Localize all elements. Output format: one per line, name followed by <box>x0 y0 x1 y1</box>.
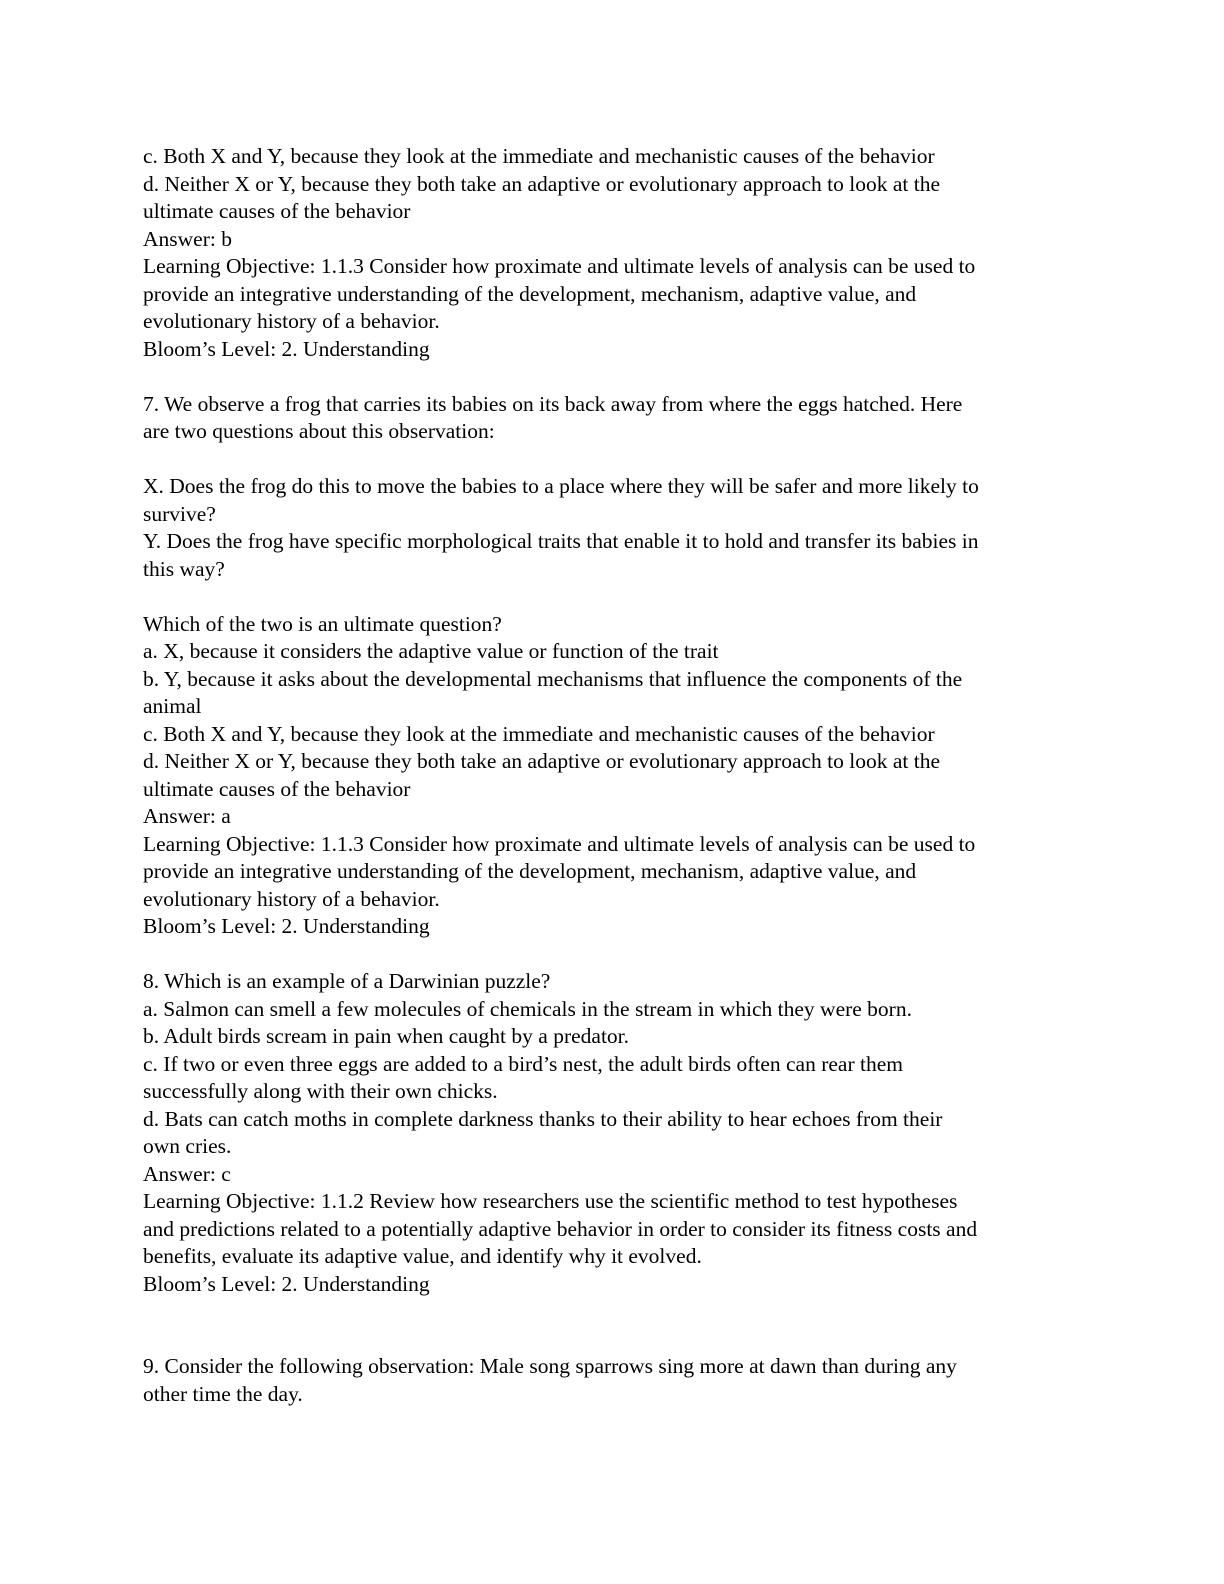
q7-learning-objective-cont: provide an integrative understanding of the development, mechanism, adaptive value, and <box>143 859 917 883</box>
q7-option-c: c. Both X and Y, because they look at the immediate and mechanistic causes of the behavior <box>143 721 935 746</box>
q7-learning-objective-cont: evolutionary history of a behavior. <box>143 886 440 911</box>
q7-learning-objective: Learning Objective: 1.1.3 Consider how proximate and ultimate levels of analysis can be used to <box>143 831 976 856</box>
q7-question-y-cont: this way? <box>143 556 225 581</box>
q7-prompt: Which of the two is an ultimate question? <box>143 611 502 636</box>
q8-option-d: d. Bats can catch moths in complete darkness thanks to their ability to hear echoes from their <box>143 1106 943 1131</box>
q7-option-b-cont: animal <box>143 694 202 718</box>
q6-option-c: c. Both X and Y, because they look at the immediate and mechanistic causes of the behavior <box>143 144 935 168</box>
q8-learning-objective-cont: benefits, evaluate its adaptive value, and identify why it evolved. <box>143 1244 702 1268</box>
q8-learning-objective: Learning Objective: 1.1.2 Review how researchers use the scientific method to test hypotheses <box>143 1189 958 1213</box>
q8-blooms-level: Bloom’s Level: 2. Understanding <box>143 1271 430 1296</box>
q8-answer: Answer: c <box>143 1161 231 1186</box>
q8-option-c-cont: successfully along with their own chicks. <box>143 1079 498 1103</box>
q9-stem-cont: other time the day. <box>143 1381 303 1406</box>
document-page <box>143 143 1078 1408</box>
q7-question-y: Y. Does the frog have specific morphological traits that enable it to hold and transfer its babies in <box>143 529 979 553</box>
q7-option-a: a. X, because it considers the adaptive value or function of the trait <box>143 639 719 663</box>
q6-blooms-level: Bloom’s Level: 2. Understanding <box>143 336 430 361</box>
q7-answer: Answer: a <box>143 804 231 828</box>
blank-lines <box>143 1298 1078 1353</box>
q6-answer: Answer: b <box>143 226 232 251</box>
q7-stem: 7. We observe a frog that carries its babies on its back away from where the eggs hatched. Here <box>143 391 963 416</box>
q7-question-x-cont: survive? <box>143 501 216 526</box>
blank-line <box>143 941 1078 969</box>
q7-option-d-cont: ultimate causes of the behavior <box>143 776 411 801</box>
q7-question-x: X. Does the frog do this to move the babies to a place where they will be safer and more likely to <box>143 474 979 498</box>
q8-option-d-cont: own cries. <box>143 1134 232 1158</box>
q6-option-d-cont: ultimate causes of the behavior <box>143 199 411 223</box>
q8-learning-objective-cont: and predictions related to a potentially adaptive behavior in order to consider its fitness costs and <box>143 1216 978 1241</box>
q6-learning-objective-cont: evolutionary history of a behavior. <box>143 309 440 333</box>
q7-option-b: b. Y, because it asks about the developmental mechanisms that influence the components of the <box>143 666 963 691</box>
q7-blooms-level: Bloom’s Level: 2. Understanding <box>143 914 430 938</box>
q7-option-d: d. Neither X or Y, because they both take an adaptive or evolutionary approach to look at the <box>143 749 941 773</box>
q6-option-d: d. Neither X or Y, because they both take an adaptive or evolutionary approach to look at the <box>143 171 941 196</box>
q9-stem: 9. Consider the following observation: Male song sparrows sing more at dawn than during any <box>143 1354 957 1378</box>
blank-line <box>143 363 1078 391</box>
blank-line <box>143 583 1078 611</box>
q8-stem: 8. Which is an example of a Darwinian puzzle? <box>143 969 551 993</box>
q6-learning-objective-cont: provide an integrative understanding of the development, mechanism, adaptive value, and <box>143 281 917 306</box>
q8-option-a: a. Salmon can smell a few molecules of chemicals in the stream in which they were born. <box>143 996 912 1021</box>
q8-option-b: b. Adult birds scream in pain when caught by a predator. <box>143 1024 630 1048</box>
blank-line <box>143 446 1078 474</box>
q8-option-c: c. If two or even three eggs are added to a bird’s nest, the adult birds often can rear them <box>143 1051 903 1076</box>
q7-stem-cont: are two questions about this observation: <box>143 419 495 443</box>
q6-learning-objective: Learning Objective: 1.1.3 Consider how proximate and ultimate levels of analysis can be used to <box>143 254 976 278</box>
